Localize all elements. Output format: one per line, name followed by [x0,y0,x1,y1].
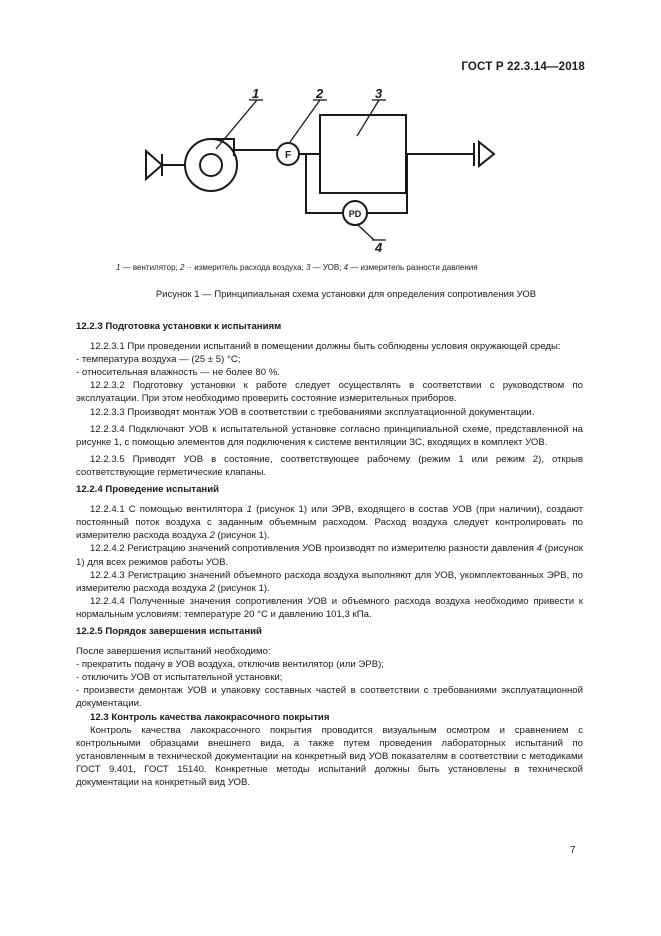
flow-meter-label: F [284,150,292,161]
paragraph: 12.2.3.3 Производят монтаж УОВ в соответствии с требованиями эксплуатационной документации. [90,406,535,418]
paragraph: 12.2.3.2 Подготовку установки к работе следует осуществлять в соответствии с руководством по эксплуатации. При этом необходимо проверить состояние измерительных приборов. [76,380,583,405]
paragraph: 12.2.4.4 Полученные значения сопротивления УОВ и объемного расхода воздуха необходимо привести к нормальным условиям: температуре 20 °С и давлению 101,3 кПа. [76,595,583,620]
scheme-diagram [130,84,510,256]
paragraph: После завершения испытаний необходимо: [76,646,271,658]
document-body [76,320,583,789]
list-item: - температура воздуха — (25 ± 5) °С; [76,354,241,366]
paragraph: 12.2.4.1 С помощью вентилятора 1 (рисунок 1) или ЭРВ, входящего в состав УОВ (при наличии), создают постоянный поток воздуха с заданным объемным расходом. Расход воздуха следует контролировать по измерителю расхода воздуха 2 (рисунок 1). [76,504,583,542]
inlet-valve-icon [146,151,162,179]
figure-legend: 1 — вентилятор; 2 ·· измеритель расхода воздуха; 3 — УОВ; 4 — измеритель разности давления [116,263,478,272]
list-item: - относительная влажность — не более 80 %. [76,367,280,379]
paragraph: 12.2.4.2 Регистрацию значений сопротивления УОВ производят по измерителю разности давления 4 (рисунок 1) для всех режимов работы УОВ. [76,543,583,568]
paragraph: Контроль качества лакокрасочного покрытия проводится визуальным осмотром и сравнением с контрольными образцами внешнего вида, а также путем проведения лабораторных испытаний по установленным в технической документации на конкретный вид УОВ показателям в соответствии с методиками ГОСТ 9.401, ГОСТ 15140. Конкретные методы испытаний должны быть установлены в технической документации на конкретный вид УОВ. [76,724,583,788]
paragraph: 12.2.3.4 Подключают УОВ к испытательной установке согласно принципиальной схеме, представленной на рисунке 1, с помощью элементов для подключения к системе вентиляции ЗС, входящих в комплект УОВ. [76,423,583,448]
fan-icon [185,139,237,191]
outlet-icon [479,142,494,166]
callout-2: 2 [316,86,324,101]
paragraph: 12.2.3.5 Приводят УОВ в состояние, соответствующее рабочему (режим 1 или режим 2), открыв соответствующие герметические клапаны. [76,453,583,478]
list-item: - произвести демонтаж УОВ и упаковку составных частей в соответствии с требованиями эксплуатационной документации. [76,685,583,710]
section-heading-12-2-5: 12.2.5 Порядок завершения испытаний [76,625,262,637]
pressure-meter-label: PD [348,209,362,219]
section-heading-12-3: 12.3 Контроль качества лакокрасочного покрытия [90,711,330,723]
section-heading-12-2-4: 12.2.4 Проведение испытаний [76,484,220,496]
figure-caption: Рисунок 1 — Принципиальная схема установки для определения сопротивления УОВ [155,289,537,300]
paragraph: 12.2.4.3 Регистрацию значений объемного расхода воздуха выполняют для УОВ, укомплектованных ЭРВ, по измерителю расхода воздуха 2 (рисунок 1). [76,569,583,594]
list-item: - прекратить подачу в УОВ воздуха, отключив вентилятор (или ЭРВ); [76,659,384,671]
callout-1: 1 [252,86,260,101]
section-heading-12-2-3: 12.2.3 Подготовка установки к испытаниям [76,321,282,332]
page-number: 7 [570,845,576,856]
paragraph: 12.2.3.1 При проведении испытаний в помещении должны быть соблюдены условия окружающей среды: [90,341,561,353]
list-item: - отключить УОВ от испытательной установки; [76,672,283,684]
callout-4: 4 [375,240,383,255]
document-code: ГОСТ Р 22.3.14—2018 [461,61,585,73]
callout-3: 3 [375,86,383,101]
